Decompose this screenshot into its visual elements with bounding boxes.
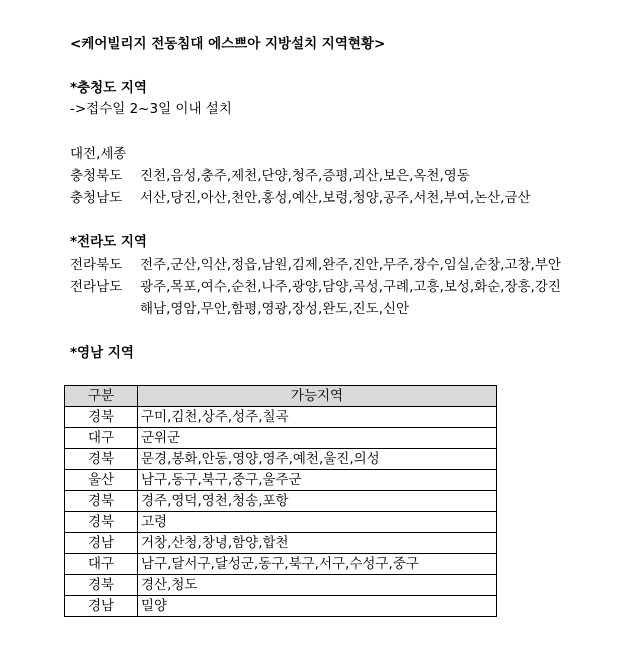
row-areas: 거창,산청,창녕,함양,합천 [138, 533, 497, 554]
table-row [65, 596, 497, 617]
table-header-row [65, 386, 497, 407]
row-region: 경남 [65, 596, 138, 617]
chungcheong-heading: *충청도 지역 [70, 80, 147, 96]
row-areas: 구미,김천,상주,성주,칠곡 [138, 407, 497, 428]
row-region: 경북 [65, 491, 138, 512]
jeonbuk-label: 전라북도 [70, 257, 123, 273]
table-row [65, 533, 497, 554]
table-row [65, 449, 497, 470]
chungnam-areas: 서산,당진,아산,천안,홍성,예산,보령,청양,공주,서천,부여,논산,금산 [140, 190, 531, 206]
chungnam-label: 충청남도 [70, 190, 123, 206]
row-areas: 남구,동구,북구,중구,울주군 [138, 470, 497, 491]
header-areas: 가능지역 [138, 386, 497, 407]
daejeon-sejong: 대전,세종 [70, 146, 127, 162]
chungbuk-label: 충청북도 [70, 168, 123, 184]
row-region: 울산 [65, 470, 138, 491]
row-region: 경북 [65, 407, 138, 428]
header-category: 구분 [65, 386, 138, 407]
row-areas: 남구,달서구,달성군,동구,북구,서구,수성구,중구 [138, 554, 497, 575]
table-row [65, 470, 497, 491]
table-row [65, 575, 497, 596]
row-region: 경북 [65, 449, 138, 470]
table-row [65, 512, 497, 533]
chungbuk-areas: 진천,음성,충주,제천,단양,청주,증평,괴산,보은,옥천,영동 [140, 168, 470, 184]
jeonnam-areas: 광주,목포,여수,순천,나주,광양,담양,곡성,구례,고흥,보성,화순,장흥,강진 [140, 279, 561, 295]
row-areas: 문경,봉화,안동,영양,영주,예천,울진,의성 [138, 449, 497, 470]
yeongnam-table [64, 385, 497, 617]
row-areas: 밀양 [138, 596, 497, 617]
chungcheong-note: ->접수일 2~3일 이내 설치 [70, 101, 232, 117]
jeonbuk-areas: 전주,군산,익산,정읍,남원,김제,완주,진안,무주,장수,임실,순창,고창,부안 [140, 257, 561, 273]
yeongnam-heading: *영남 지역 [70, 345, 134, 361]
row-areas: 고령 [138, 512, 497, 533]
jeonnam-label: 전라남도 [70, 279, 123, 295]
jeolla-heading: *전라도 지역 [70, 234, 147, 250]
table-row [65, 491, 497, 512]
row-areas: 군위군 [138, 428, 497, 449]
row-region: 대구 [65, 428, 138, 449]
table-row [65, 407, 497, 428]
table-row [65, 428, 497, 449]
row-region: 대구 [65, 554, 138, 575]
row-region: 경남 [65, 533, 138, 554]
table-row [65, 554, 497, 575]
row-areas: 경주,영덕,영천,청송,포항 [138, 491, 497, 512]
row-areas: 경산,청도 [138, 575, 497, 596]
page-title: <케어빌리지 전동침대 에스쁘아 지방설치 지역현황> [70, 36, 386, 52]
row-region: 경북 [65, 512, 138, 533]
row-region: 경북 [65, 575, 138, 596]
jeonnam-areas-cont: 해남,영암,무안,함평,영광,장성,완도,진도,신안 [140, 301, 410, 317]
